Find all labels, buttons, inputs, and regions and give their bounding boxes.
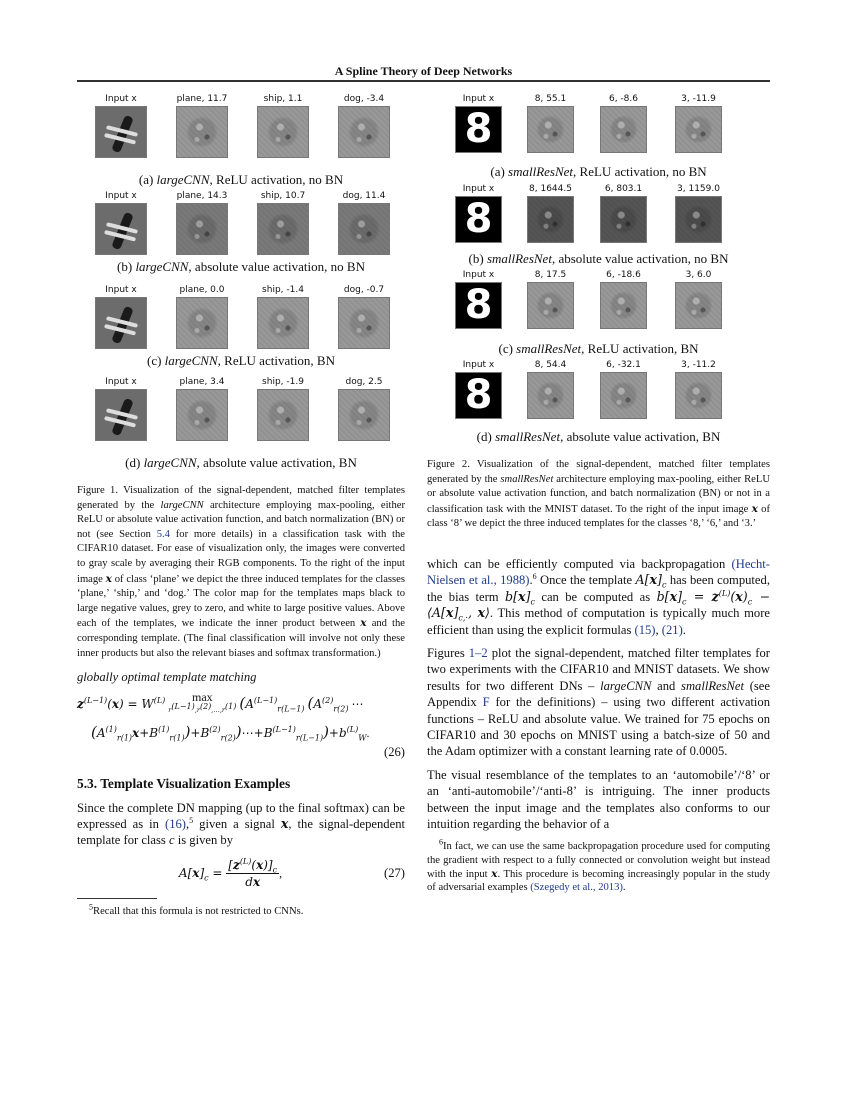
template-cell [517,184,584,243]
text: Figures [427,646,469,660]
footnote-mark: 5 [189,815,194,825]
input-image [95,203,147,255]
template-image [527,282,574,329]
citation-link[interactable]: (Hecht-Nielsen et al., 1988) [427,556,770,588]
model-name: largeCNN [156,172,210,187]
template-cell [166,285,238,349]
input-label: Input x [105,94,137,104]
appendix-link[interactable]: F [482,695,490,710]
paragraph: The visual resemblance of the templates to an ‘automobile’/‘8’ or an ‘anti-automobile’/‘anti-8’ is intriguing. The inner products between the input image and the templates also conforms to our intuition regarding the behavior of a [427,767,770,832]
footnote-rule [77,898,157,899]
input-image: 8 [455,106,502,153]
caption-text: , ReLU activation, BN [217,353,335,368]
model-name: largeCNN [143,455,197,470]
caption-text: of class ‘plane’ we depict the three induced templates for the classes ‘plane,’ ‘ship,’ and ‘dog.’ The color map for the templates maps black to large negative values, grey to zero, and white to large positive values. Above each of the templates, we indicate the inner product between [77,573,405,630]
subfigure-tag: (b) [117,259,136,274]
caption-text: , absolute value activation, BN [196,455,357,470]
equation-27: $A[x]_c$ = $\frac{[z^{(L)}(x)]_c}{dx}$, [178,856,283,889]
template-label: dog, -0.7 [343,285,385,295]
template-cell [590,270,657,329]
text: , the signal-dependent template for class [77,816,405,848]
template-cell [590,360,657,419]
template-image [600,282,647,329]
subfigure-caption [427,429,770,445]
template-label: ship, -1.9 [262,377,304,387]
model-name: largeCNN [164,353,218,368]
subfigure-caption [77,455,405,471]
footnote-5 [77,902,405,919]
intro-text: globally optimal template matching [77,670,257,685]
subfigure-tag: (d) [125,455,144,470]
template-cell [166,377,238,441]
caption-text: and the corresponding template. (The final classification will involve not only these inner products but also the relevant biases and softmax transformation.) [77,618,405,659]
template-cell [247,285,319,349]
equation-ref-link[interactable]: (21) [661,622,683,637]
input-image [95,297,147,349]
model-name: smallResNet [516,341,582,356]
text: for the definitions) – using two different activation functions – ReLU and absolute value. We trained for 75 epochs on CIFAR10 and 30 epochs on MNIST using a batch-size of 50 and the Adam optimizer with a constant learning rate of 0.0005. [427,695,771,759]
figure-ref-link[interactable]: 1–2 [468,646,488,660]
equation-26-line1: $z^{(L-1)}(x) = W^{(L)}$ max $r^{(L-1)},r^{(2)},\dots,r^{(1)}$ ($A^{(L-1)}_{r(L-1)}$ ($A^{(2)}_{r(2)}$ ⋯ [77,689,364,714]
equation-number: (27) [384,865,405,880]
template-label: dog, 11.4 [342,191,386,201]
template-image [338,203,390,255]
template-label: dog, -3.4 [343,94,385,104]
caption-text: Visualization of the signal-dependent, matched filter templates generated by the [427,459,770,485]
template-cell [517,360,584,419]
template-cell [590,94,657,153]
input-image-cell [445,184,512,243]
template-label: ship, -1.4 [262,285,304,295]
input-label: Input x [105,377,137,387]
template-image [675,372,722,419]
footnote-6: $^6$In fact, we can use the same backpropagation procedure used for computing the gradient with respect to a fully connected or convolution weight but instead with the input x. This procedure is becoming increasingly popular in the study of adversarial examples (Szegedy et al., 2013). [427,837,771,894]
input-label: Input x [462,270,495,280]
model-name: smallResNet [508,164,574,179]
input-image: 8 [455,372,502,419]
template-cell [665,360,732,419]
subfigure-caption [77,172,405,188]
caption-text: architecture employing max-pooling, either ReLU or absolute value activation function, and batch normalization (BN) or not (see Section [77,499,405,540]
template-image [176,203,228,255]
input-image [95,389,147,441]
template-cell [328,285,400,349]
template-label: 3, -11.2 [681,360,716,370]
header-rule [77,80,770,82]
figure-label: Figure 1. [77,485,118,496]
equation-ref-link[interactable]: (15) [634,622,656,637]
template-image [338,297,390,349]
template-image [675,282,722,329]
template-image [257,106,309,158]
template-label: 8, 54.4 [534,360,567,370]
subfigure-caption [427,164,770,180]
template-image [338,106,390,158]
input-image-cell [85,94,157,158]
caption-text: Visualization of the signal-dependent, matched filter templates generated by the [77,485,405,511]
text: and [651,678,682,693]
math-x: x [105,572,112,585]
template-cell [247,377,319,441]
subfigure-caption [427,251,770,267]
subfigure-tag: (c) [498,341,517,356]
template-label: 6, -18.6 [606,270,641,280]
template-cell [517,270,584,329]
figure-label: Figure 2. [427,459,470,470]
template-cell [590,184,657,243]
input-image-cell [85,191,157,255]
template-cell [166,94,238,158]
template-image [257,389,309,441]
template-label: 8, 55.1 [534,94,567,104]
caption-text: , absolute value activation, BN [560,429,721,444]
text: can be computed as [534,589,657,604]
model-name: smallResNet [486,251,552,266]
footnote-mark: 5 [89,902,93,912]
input-label: Input x [105,285,137,295]
text: is given by [174,833,233,848]
text: Since the complete DN mapping (up to the final softmax) can be expressed as in [77,800,405,831]
caption-text: , ReLU activation, BN [581,341,699,356]
template-cell [665,270,732,329]
caption-text: , ReLU activation, no BN [209,172,344,187]
subfigure-caption [77,353,405,369]
template-cell [328,191,400,255]
text: plot the signal-dependent, matched filter templates for two experiments with the CIFAR10 and MNIST datasets. We show results for two different DNs – [427,646,770,693]
template-image [527,196,574,243]
math-var: c [168,833,175,848]
citation-link[interactable]: (Szegedy et al., 2013) [530,882,623,894]
subfigure-tag: (a) [138,172,157,187]
subfigure-tag: (c) [146,353,165,368]
template-image [257,203,309,255]
template-cell [665,94,732,153]
template-label: dog, 2.5 [345,377,383,387]
template-label: 8, 1644.5 [529,184,572,194]
template-image [176,297,228,349]
paragraph: Since the complete DN mapping (up to the final softmax) can be expressed as in (16),$^5$ given a signal x, the signal-dependent template for class c is given by [77,800,405,848]
figure-1-caption [77,484,405,661]
subfigure-caption [427,341,770,357]
template-image [675,106,722,153]
section-heading: 5.3. Template Visualization Examples [77,775,291,791]
model-name: largeCNN [135,259,189,274]
subfigure-tag: (b) [468,251,487,266]
input-image-cell [445,94,512,153]
input-image [95,106,147,158]
template-image [600,196,647,243]
input-image-cell [445,360,512,419]
template-label: 8, 17.5 [534,270,567,280]
text: . This procedure is becoming increasingly popular in the study of adversarial examples [427,868,771,894]
left-column [77,484,405,918]
right-column [427,458,770,895]
caption-text: for more details) in a classification task with the CIFAR10 dataset. For ease of visualization only, the images were converted to gray scale by averaging their RGB components. To the right of the input image [77,528,405,585]
caption-text: , ReLU activation, no BN [573,164,707,179]
footnote-mark: 6 [532,572,537,582]
figure-2-caption [427,458,770,532]
template-label: plane, 11.7 [176,94,228,104]
model-name: smallResNet [500,473,554,485]
template-label: plane, 14.3 [176,191,228,201]
input-label: Input x [462,184,495,194]
equation-ref-link[interactable]: (16) [165,816,186,831]
template-label: plane, 0.0 [179,285,225,295]
model-name: smallResNet [681,678,745,693]
template-image [600,372,647,419]
input-image-cell [85,285,157,349]
input-label: Input x [462,360,495,370]
template-label: 3, -11.9 [681,94,716,104]
template-cell [328,94,400,158]
template-label: 3, 1159.0 [677,184,720,194]
subfigure-tag: (a) [490,164,509,179]
subfigure-caption [77,259,405,275]
equation-number: (26) [384,744,405,759]
template-cell [517,94,584,153]
input-image: 8 [455,282,502,329]
template-label: 6, 803.1 [604,184,643,194]
template-image [675,196,722,243]
caption-text: , absolute value activation, no BN [551,251,729,266]
math-x: x [751,502,758,515]
template-image [176,389,228,441]
template-label: 6, -8.6 [608,94,638,104]
equation-27-row [77,857,405,890]
equation-26-line2: $(A^{(1)}_{r(1)}x+B^{(1)}_{r(1)})+B^{(2)}_{r(2)})\cdots+B^{(L-1)}_{r(L-1)})+b^{(L)}_W$. [91,722,370,742]
template-label: ship, 10.7 [260,191,306,201]
model-name: smallResNet [495,429,561,444]
template-cell [328,377,400,441]
input-label: Input x [105,191,137,201]
math-x: x [360,617,367,630]
footnote-mark: 6 [439,837,443,847]
template-image [527,372,574,419]
paragraph [427,645,770,760]
template-label: 6, -32.1 [606,360,641,370]
input-image-cell [445,270,512,329]
template-image [176,106,228,158]
model-name: largeCNN [600,678,652,693]
section-link[interactable]: 5.4 [156,528,170,540]
template-cell [166,191,238,255]
template-cell [247,191,319,255]
input-image: 8 [455,196,502,243]
template-cell [665,184,732,243]
text: given a signal [193,816,281,831]
subfigure-tag: (d) [476,429,496,444]
caption-text: , absolute value activation, no BN [188,259,365,274]
template-image [600,106,647,153]
template-label: 3, 6.0 [685,270,712,280]
text: (see Appendix [427,678,770,710]
input-image-cell [85,377,157,441]
text: has been computed, the bias term [427,573,770,604]
template-cell [247,94,319,158]
template-image [257,297,309,349]
template-image [338,389,390,441]
input-label: Input x [462,94,495,104]
text: Recall that this formula is not restricted to CNNs. [93,905,304,917]
running-header: A Spline Theory of Deep Networks [334,64,513,78]
template-label: plane, 3.4 [179,377,225,387]
text: Once the template [536,573,636,588]
caption-text: architecture employing max-pooling, either ReLU or absolute value activation function, and batch normalization (BN) or not in a classification task with the MNIST dataset. To the right of the input image [427,473,770,515]
text: . This method of computation is typically much more efficient than using the explicit formulas [427,606,770,637]
template-label: ship, 1.1 [263,94,303,104]
caption-text: of class ‘8’ we depict the three induced templates for the classes ‘8,’ ‘6,’ and ‘3.’ [427,503,770,530]
text: In fact, we can use the same backpropagation procedure used for computing the gradient with respect to a fully connected or convolution weight but instead with the input [427,841,770,880]
text: which can be efficiently computed via backpropagation [427,556,732,571]
model-name: largeCNN [160,499,204,511]
template-image [527,106,574,153]
paragraph: which can be efficiently computed via backpropagation (Hecht-Nielsen et al., 1988).$^6$ Once the template $A[x]_c$ has been computed, the bias term $b[x]_c$ can be computed as $b[x]_c = z^{(L)}(x)_c$ − $⟨A[x]_{c,\cdot}$, x⟩. This method of computation is typically much more efficient than using the explicit formulas (15), (21). [427,556,771,637]
